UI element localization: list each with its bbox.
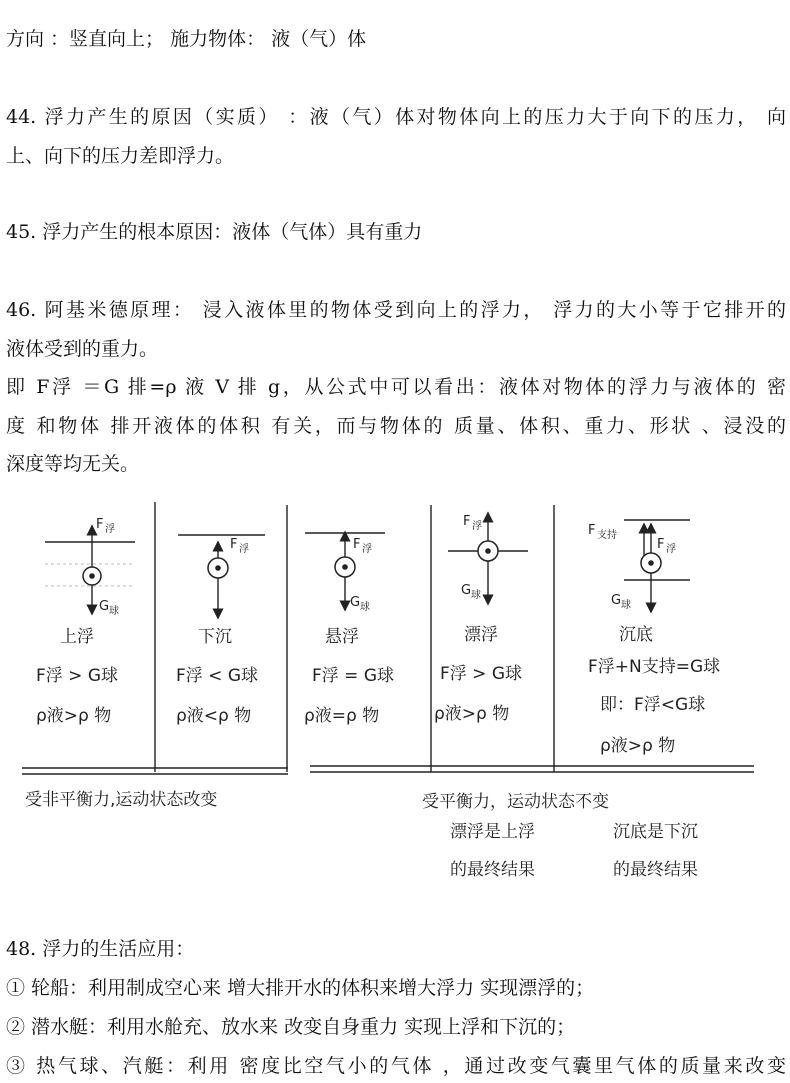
case-suspended-diagram: [305, 533, 385, 613]
label-sub-ball: 球: [109, 606, 119, 617]
note-bottom: 即：F浮<G球: [600, 695, 706, 715]
density-bottom: ρ液>ρ 物: [600, 736, 676, 756]
paragraph-46-line-1: 46. 阿基米德原理： 浸入液体里的物体受到向上的浮力， 浮力的大小等于它排开的: [6, 299, 786, 321]
label-G: G: [99, 599, 110, 614]
case-floating-diagram: [448, 514, 528, 601]
label-G: G: [350, 595, 361, 610]
application-balloon: ③ 热气球、汽艇：利用 密度比空气小的气体 ，通过改变气囊里气体的质量来改变: [6, 1055, 786, 1077]
paragraph-44-line-1: 44. 浮力产生的原因（实质） ：液（气）体对物体向上的压力大于向下的压力， 向: [6, 106, 786, 128]
label-sub-float: 浮: [362, 544, 372, 555]
label-sub-ball: 球: [471, 590, 481, 601]
relation-suspended: F浮 = G球: [312, 666, 395, 686]
density-sinking: ρ液<ρ 物: [176, 706, 252, 726]
label-F: F: [657, 537, 665, 552]
paragraph-46-line-5: 深度等均无关。: [6, 453, 140, 475]
application-ship: ① 轮船：利用制成空心来 增大排开水的体积来增大浮力 实现漂浮的；: [6, 977, 595, 999]
case-rising-diagram: [45, 517, 135, 617]
paragraph-44-line-2: 上、向下的压力差即浮力。: [6, 145, 235, 167]
label-support: 支持: [597, 530, 617, 541]
label-sub-float: 浮: [666, 544, 676, 555]
label-sub-float: 浮: [472, 521, 482, 532]
group-divider-rules: [22, 766, 754, 774]
case-name-suspended: 悬浮: [325, 627, 359, 647]
note-bottom-result-1: 沉底是下沉: [613, 822, 698, 842]
paragraph-46-line-3: 即 F浮 ＝G 排=ρ 液 V 排 g，从公式中可以看出：液体对物体的浮力与液体的 密: [6, 376, 786, 398]
case-name-sinking: 下沉: [198, 627, 232, 647]
label-F: F: [588, 523, 596, 538]
paragraph-46-line-2: 液体受到的重力。: [6, 338, 159, 360]
note-bottom-result-2: 的最终结果: [613, 860, 698, 880]
label-F: F: [96, 517, 104, 532]
label-sub-ball: 球: [621, 600, 631, 611]
text-line-direction: 方向 ：竖直向上； 施力物体： 液（气）体: [6, 28, 367, 50]
label-sub-ball: 球: [360, 602, 370, 613]
case-sinking-diagram: [178, 535, 265, 614]
relation-bottom: F浮+N支持=G球: [588, 657, 721, 677]
application-submarine: ② 潜水艇：利用水舱充、放水来 改变自身重力 实现上浮和下沉的；: [6, 1016, 576, 1038]
label-F: F: [353, 537, 361, 552]
relation-sinking: F浮 < G球: [176, 666, 259, 686]
label-G: G: [611, 593, 622, 608]
note-floating-result-1: 漂浮是上浮: [450, 822, 535, 842]
label-G: G: [461, 583, 472, 598]
paragraph-48-heading: 48. 浮力的生活应用：: [6, 938, 195, 960]
density-suspended: ρ液=ρ 物: [304, 706, 380, 726]
paragraph-45: 45. 浮力产生的根本原因：液体（气体）具有重力: [6, 221, 423, 243]
density-rising: ρ液>ρ 物: [36, 706, 112, 726]
case-bottom-diagram: [588, 520, 690, 611]
case-name-rising: 上浮: [60, 627, 94, 647]
case-name-floating: 漂浮: [464, 625, 498, 645]
relation-rising: F浮 > G球: [36, 666, 119, 686]
label-sub-float: 浮: [239, 544, 249, 555]
label-F: F: [463, 514, 471, 529]
label-F: F: [230, 537, 238, 552]
buoyancy-states-figure: [0, 490, 790, 895]
paragraph-46-line-4: 度 和物体 排开液体的体积 有关，而与物体的 质量、体积、重力、形状 、浸没的: [6, 415, 786, 437]
note-floating-result-2: 的最终结果: [450, 860, 535, 880]
density-floating: ρ液>ρ 物: [434, 704, 510, 724]
relation-floating: F浮 > G球: [440, 664, 523, 684]
label-balanced-force: 受平衡力，运动状态不变: [422, 792, 609, 812]
label-sub-float: 浮: [105, 524, 115, 535]
label-unbalanced-force: 受非平衡力,运动状态改变: [25, 790, 218, 810]
case-name-bottom: 沉底: [619, 625, 653, 645]
